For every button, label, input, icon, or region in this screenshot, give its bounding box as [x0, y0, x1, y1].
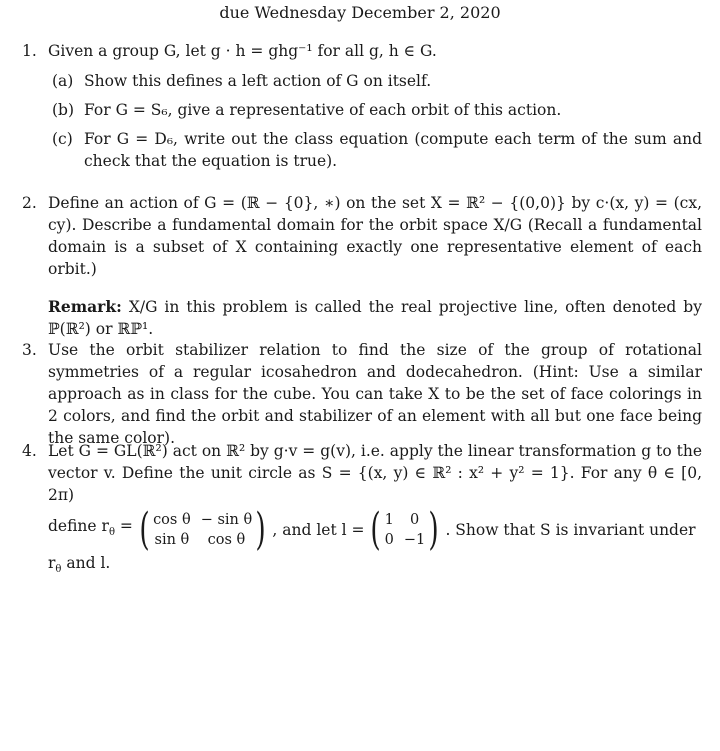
problem-number: 2.	[22, 194, 37, 212]
part-c	[52, 128, 702, 172]
end-text: . Show that S is invariant under	[445, 521, 696, 539]
part-text: For G = D₆, write out the class equation (compute each term of the sum and check that the equation is true).	[84, 130, 702, 170]
last-line: $r_\theta$ and l.	[48, 554, 111, 576]
due-date-header: due Wednesday December 2, 2020	[219, 3, 501, 22]
problem-text: Given a group G, let g · h = ghg⁻¹ for all g, h ∈ G.	[48, 42, 437, 60]
part-label: (b)	[52, 101, 75, 119]
matrix-entry: cos θ	[153, 512, 191, 528]
problem-1	[22, 40, 702, 172]
matrix-entry: cos θ	[207, 532, 246, 548]
problem-number: 1.	[22, 42, 37, 60]
matrix-entry: 0	[409, 512, 420, 528]
mid-text: , and let l =	[272, 521, 365, 539]
remark	[48, 296, 702, 340]
define-text: define $r_\theta$ =	[48, 517, 133, 539]
part-label: (a)	[52, 72, 74, 90]
matrix-entry: − sin θ	[200, 512, 253, 528]
problem-number: 3.	[22, 341, 37, 359]
problem-2	[22, 192, 702, 340]
part-label: (c)	[52, 130, 73, 148]
matrix-entry: 1	[384, 512, 394, 528]
part-text: For G = S₆, give a representative of each orbit of this action.	[84, 101, 562, 119]
problem-text: Use the orbit stabilizer relation to find the size of the group of rotational symmetries of a regular icosahedron and dodecahedron. (Hint: Use a similar approach as in class for the cube. You can take X to be the set of face colorings in 2 colors, and find the orbit and stabilizer of an element with all but one face being the same color).	[48, 341, 702, 447]
matrix-line	[48, 504, 702, 555]
remark-text: X/G in this problem is called the real projective line, often denoted by ℙ(ℝ²) or ℝℙ¹.	[48, 298, 702, 338]
matrix-entry: sin θ	[154, 532, 190, 548]
part-b	[52, 99, 702, 121]
problem-text: Define an action of G = (ℝ − {0}, ∗) on the set X = ℝ² − {(0,0)} by c·(x, y) = (cx, cy). Describe a fundamental domain for the orbit space X/G (Recall a fundamental domain is a subset of X containing exactly one representative element of each orbit.)	[48, 194, 702, 278]
problem-4	[22, 440, 702, 581]
matrix-entry: −1	[403, 532, 426, 548]
remark-label: Remark:	[48, 297, 122, 316]
problem-text: Let G = GL(ℝ²) act on ℝ² by g·v = g(v), i.e. apply the linear transformation g to the vector v. Define the unit circle as S = {(x, y) ∈ ℝ² : x² + y² = 1}. For any θ ∈ [0, 2π)	[48, 442, 702, 504]
part-text: Show this defines a left action of G on itself.	[84, 72, 432, 90]
part-a	[52, 70, 702, 92]
problem-number: 4.	[22, 442, 37, 460]
matrix-entry: 0	[384, 532, 394, 548]
rotation-matrix: ( cos θ − sin θ sin θ cos θ )	[139, 504, 266, 555]
reflection-matrix: ( 1 0 0 −1 )	[370, 504, 440, 555]
problem-3	[22, 339, 702, 449]
